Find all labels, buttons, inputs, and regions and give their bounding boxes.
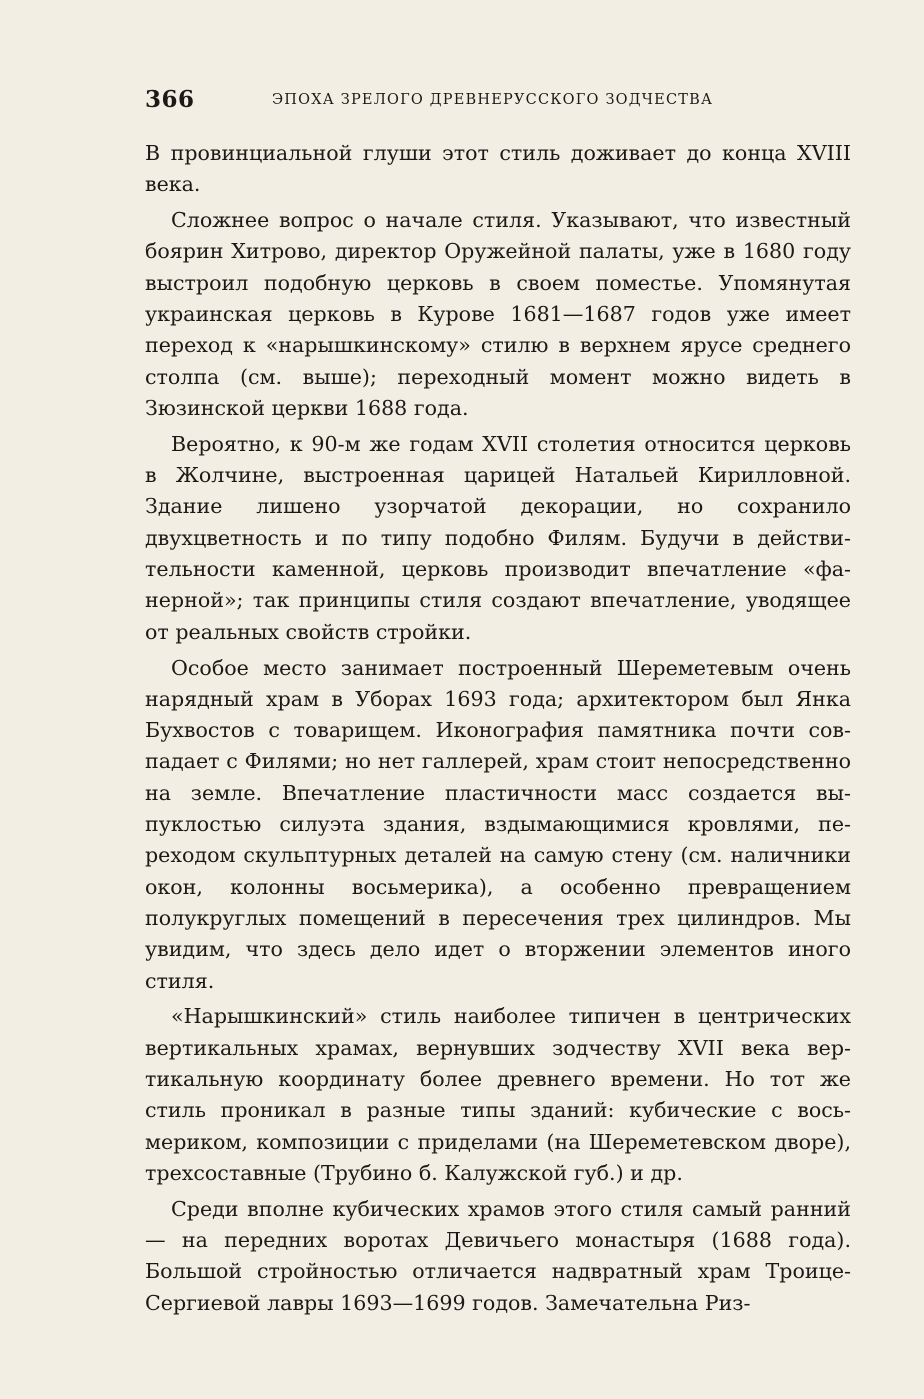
paragraph-1: В провинциальной глуши этот стиль доживает до конца XVIII века.: [145, 141, 851, 197]
book-page: [145, 80, 851, 1324]
running-head: [145, 80, 851, 120]
body-text: [145, 138, 851, 1319]
paragraph-6: Среди вполне кубических храмов этого стиля самый ранний — на передних воротах Девичьего монастыря (1688 года). Большой стройностью отличается надвратный храм Троице-Сергиевой лавры 1693—1699 годов. Замечательна Риз-: [145, 1196, 851, 1315]
page-number: 366: [145, 86, 195, 113]
paragraph-4: Особое место занимает построенный Шереметевым очень нарядный храм в Уборах 1693 года; архитектором был Янка Бухвостов с товарищем. Иконография памятника почти совпадает с Филями; но нет галлерей, храм стоит непосредственно на земле. Впечатление пластичности масс создается выпуклостью силуэта здания, вздымающимися кровлями, переходом скульптурных деталей на самую стену (см. наличники окон, колонны восьмерика), а особенно превращением полукруглых помещений в пересечения трех цилиндров. Мы увидим, что здесь дело идет о вторжении элементов иного стиля.: [145, 655, 851, 993]
paragraph-5: «Нарышкинский» стиль наиболее типичен в центрических вертикальных храмах, вернувших зодчеству XVII века вертикальную координату более древнего времени. Но тот же стиль проникал в разные типы зданий: кубические с восьмериком, композиции с приделами (на Шереметевском дворе), трехсоставные (Трубино б. Калужской губ.) и др.: [145, 1004, 851, 1185]
running-title: ЭПОХА ЗРЕЛОГО ДРЕВНЕРУССКОГО ЗОДЧЕСТВА: [272, 92, 714, 108]
paragraph-2: Сложнее вопрос о начале стиля. Указывают, что известный боярин Хитрово, директор Оружейной палаты, уже в 1680 году выстроил подобную церковь в своем поместье. Упомянутая украинская церковь в Курове 1681—1687 годов уже имеет переход к «нарышкинскому» стилю в верхнем ярусе среднего столпа (см. выше); переходный момент можно видеть в Зюзинской церкви 1688 года.: [145, 208, 851, 420]
paragraph-3: Вероятно, к 90-м же годам XVII столетия относится церковь в Жолчине, выстроенная царицей Натальей Кирилловной. Здание лишено узорчатой декорации, но сохранило двухцветность и по типу подобно Филям. Будучи в действительности каменной, церковь производит впечатление «фанерной»; так принципы стиля создают впечатление, уводящее от реальных свойств стройки.: [145, 431, 851, 644]
